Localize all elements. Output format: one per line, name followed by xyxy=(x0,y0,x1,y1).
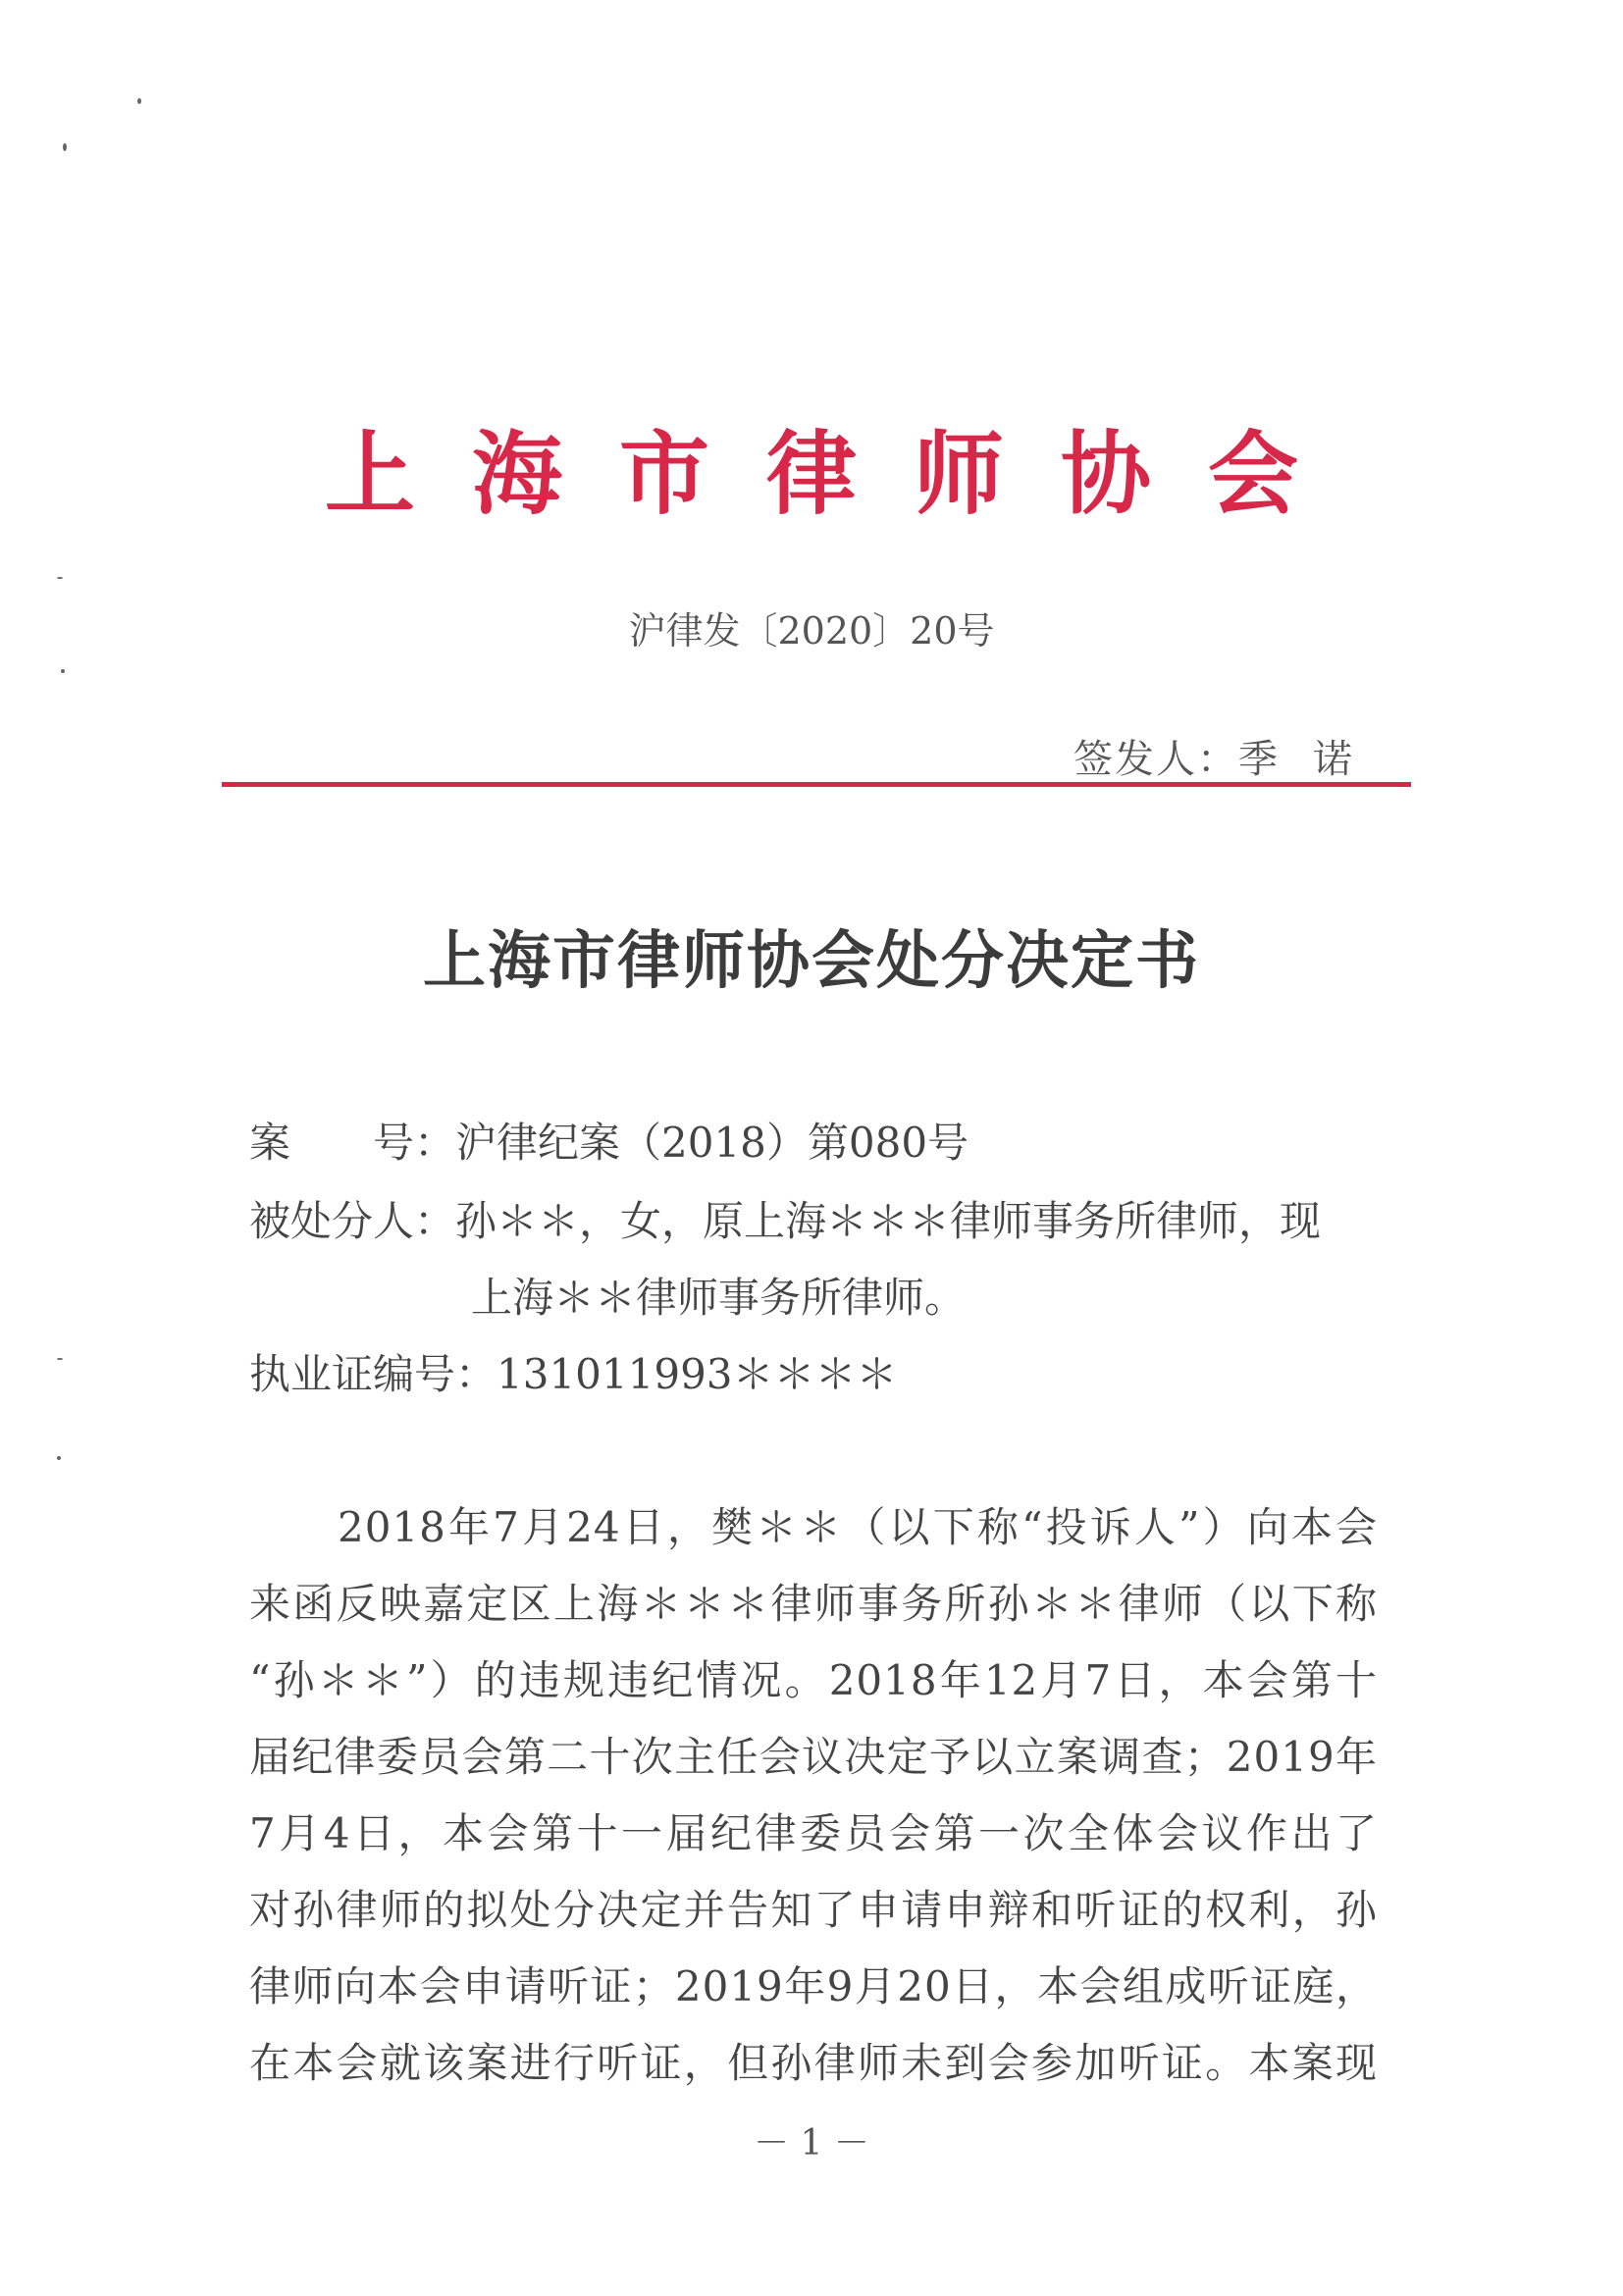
license-value: 131011993＊＊＊＊ xyxy=(497,1350,898,1398)
red-divider xyxy=(222,782,1411,787)
scan-speck xyxy=(57,577,63,579)
body-paragraph-line: 届纪律委员会第二十次主任会议决定予以立案调查；2019年 xyxy=(249,1733,1378,1781)
case-number-value: 沪律纪案（2018）第080号 xyxy=(455,1119,969,1167)
body-paragraph-line: 2018年7月24日，樊＊＊（以下称“投诉人”）向本会 xyxy=(338,1503,1378,1551)
organization-header: 上海市律师协会 xyxy=(324,421,1355,527)
signer-label: 签发人： xyxy=(1073,737,1238,782)
case-number-label: 案 号： xyxy=(249,1119,456,1167)
body-paragraph-line: 在本会就该案进行听证，但孙律师未到会参加听证。本案现 xyxy=(249,2039,1378,2087)
body-paragraph-line: 来函反映嘉定区上海＊＊＊律师事务所孙＊＊律师（以下称 xyxy=(249,1580,1378,1628)
body-paragraph-line: “孙＊＊”）的违规违纪情况。2018年12月7日，本会第十 xyxy=(249,1656,1378,1704)
document-number: 沪律发〔2020〕20号 xyxy=(628,609,995,652)
scan-speck xyxy=(57,1456,61,1460)
body-paragraph-line: 律师向本会申请听证；2019年9月20日，本会组成听证庭， xyxy=(249,1962,1378,2010)
scan-speck xyxy=(57,1358,63,1360)
case-number-field xyxy=(249,1111,969,1170)
body-paragraph-line: 对孙律师的拟处分决定并告知了申请申辩和听证的权利，孙 xyxy=(249,1886,1378,1934)
scan-speck xyxy=(137,98,141,104)
respondent-continuation: 上海＊＊律师事务所律师。 xyxy=(471,1274,967,1322)
signer xyxy=(1073,728,1387,784)
scan-speck xyxy=(61,669,65,673)
scan-speck xyxy=(63,143,67,151)
body-paragraph-line: 7月4日，本会第十一届纪律委员会第一次全体会议作出了 xyxy=(249,1809,1378,1857)
respondent-label: 被处分人： xyxy=(249,1197,456,1245)
respondent-field xyxy=(249,1189,1321,1248)
license-label: 执业证编号： xyxy=(249,1350,497,1398)
signer-name: 季诺 xyxy=(1238,737,1387,782)
page-number: － 1 － xyxy=(754,2123,869,2164)
respondent-line-1: 孙＊＊，女，原上海＊＊＊律师事务所律师，现 xyxy=(455,1197,1322,1245)
document-title: 上海市律师协会处分决定书 xyxy=(423,924,1200,998)
license-field xyxy=(249,1342,898,1401)
